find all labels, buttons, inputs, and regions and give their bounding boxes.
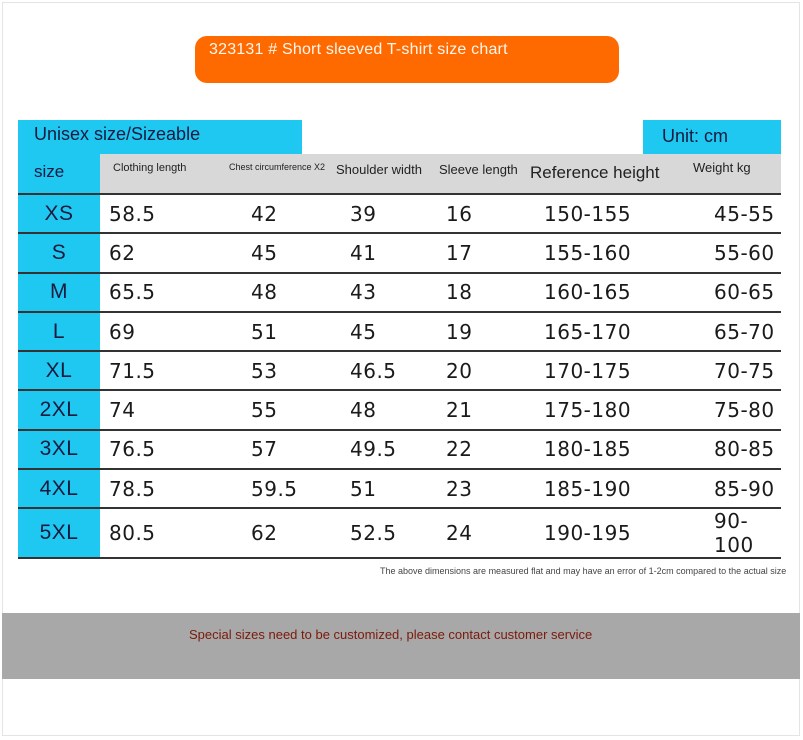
cell-clothing-length: 78.5 (100, 469, 214, 508)
cell-clothing-length: 65.5 (100, 273, 214, 312)
cell-shoulder: 48 (326, 390, 428, 429)
cell-chest: 53 (214, 351, 326, 390)
cell-clothing-length: 62 (100, 233, 214, 272)
cell-size: 4XL (18, 469, 100, 508)
table-row (18, 233, 781, 272)
cell-chest: 62 (214, 508, 326, 558)
cell-clothing-length: 76.5 (100, 430, 214, 469)
size-table (18, 154, 781, 559)
cell-height: 190-195 (529, 508, 678, 558)
cell-sleeve: 18 (428, 273, 529, 312)
cell-clothing-length: 69 (100, 312, 214, 351)
table-row (18, 390, 781, 429)
unisex-label: Unisex size/Sizeable (18, 120, 302, 154)
cell-weight: 85-90 (678, 469, 781, 508)
cell-shoulder: 39 (326, 194, 428, 233)
cell-sleeve: 16 (428, 194, 529, 233)
cell-weight: 70-75 (678, 351, 781, 390)
cell-clothing-length: 80.5 (100, 508, 214, 558)
cell-size: XS (18, 194, 100, 233)
table-row (18, 312, 781, 351)
cell-weight: 55-60 (678, 233, 781, 272)
header-chest-circumference: Chest circumference X2 (214, 154, 326, 194)
table-row (18, 351, 781, 390)
cell-height: 155-160 (529, 233, 678, 272)
header-shoulder-width: Shoulder width (326, 154, 428, 194)
cell-shoulder: 49.5 (326, 430, 428, 469)
header-weight: Weight kg (678, 154, 781, 194)
cell-height: 160-165 (529, 273, 678, 312)
header-clothing-length: Clothing length (100, 154, 214, 194)
cell-sleeve: 21 (428, 390, 529, 429)
cell-chest: 59.5 (214, 469, 326, 508)
cell-shoulder: 46.5 (326, 351, 428, 390)
cell-size: XL (18, 351, 100, 390)
cell-size: S (18, 233, 100, 272)
cell-size: M (18, 273, 100, 312)
cell-chest: 57 (214, 430, 326, 469)
table-row (18, 508, 781, 558)
cell-sleeve: 24 (428, 508, 529, 558)
cell-sleeve: 19 (428, 312, 529, 351)
cell-weight: 60-65 (678, 273, 781, 312)
cell-chest: 51 (214, 312, 326, 351)
cell-weight: 75-80 (678, 390, 781, 429)
cell-sleeve: 23 (428, 469, 529, 508)
cell-weight: 65-70 (678, 312, 781, 351)
cell-weight: 80-85 (678, 430, 781, 469)
cell-weight: 90-100 (678, 508, 781, 558)
cell-sleeve: 22 (428, 430, 529, 469)
header-sleeve-length: Sleeve length (428, 154, 529, 194)
cell-sleeve: 20 (428, 351, 529, 390)
table-row (18, 430, 781, 469)
cell-height: 165-170 (529, 312, 678, 351)
cell-height: 170-175 (529, 351, 678, 390)
table-row (18, 469, 781, 508)
table-row (18, 273, 781, 312)
cell-shoulder: 45 (326, 312, 428, 351)
header-size: size (18, 154, 100, 194)
cell-size: 3XL (18, 430, 100, 469)
cell-clothing-length: 74 (100, 390, 214, 429)
cell-sleeve: 17 (428, 233, 529, 272)
cell-shoulder: 51 (326, 469, 428, 508)
table-header-row (18, 154, 781, 194)
cell-chest: 48 (214, 273, 326, 312)
cell-chest: 45 (214, 233, 326, 272)
measurement-note: The above dimensions are measured flat and may have an error of 1-2cm compared to the actual size (380, 566, 787, 576)
cell-chest: 55 (214, 390, 326, 429)
cell-size: 2XL (18, 390, 100, 429)
header-reference-height: Reference height (529, 154, 678, 194)
cell-size: 5XL (18, 508, 100, 558)
cell-weight: 45-55 (678, 194, 781, 233)
custom-size-notice: Special sizes need to be customized, please contact customer service (189, 627, 593, 642)
cell-chest: 42 (214, 194, 326, 233)
footer-band (2, 613, 800, 679)
chart-title: 323131 # Short sleeved T-shirt size chart (195, 36, 619, 83)
cell-height: 175-180 (529, 390, 678, 429)
cell-shoulder: 41 (326, 233, 428, 272)
cell-shoulder: 43 (326, 273, 428, 312)
unit-label: Unit: cm (643, 120, 781, 154)
table-row (18, 194, 781, 233)
cell-size: L (18, 312, 100, 351)
cell-height: 180-185 (529, 430, 678, 469)
cell-clothing-length: 58.5 (100, 194, 214, 233)
cell-shoulder: 52.5 (326, 508, 428, 558)
cell-height: 150-155 (529, 194, 678, 233)
cell-clothing-length: 71.5 (100, 351, 214, 390)
cell-height: 185-190 (529, 469, 678, 508)
